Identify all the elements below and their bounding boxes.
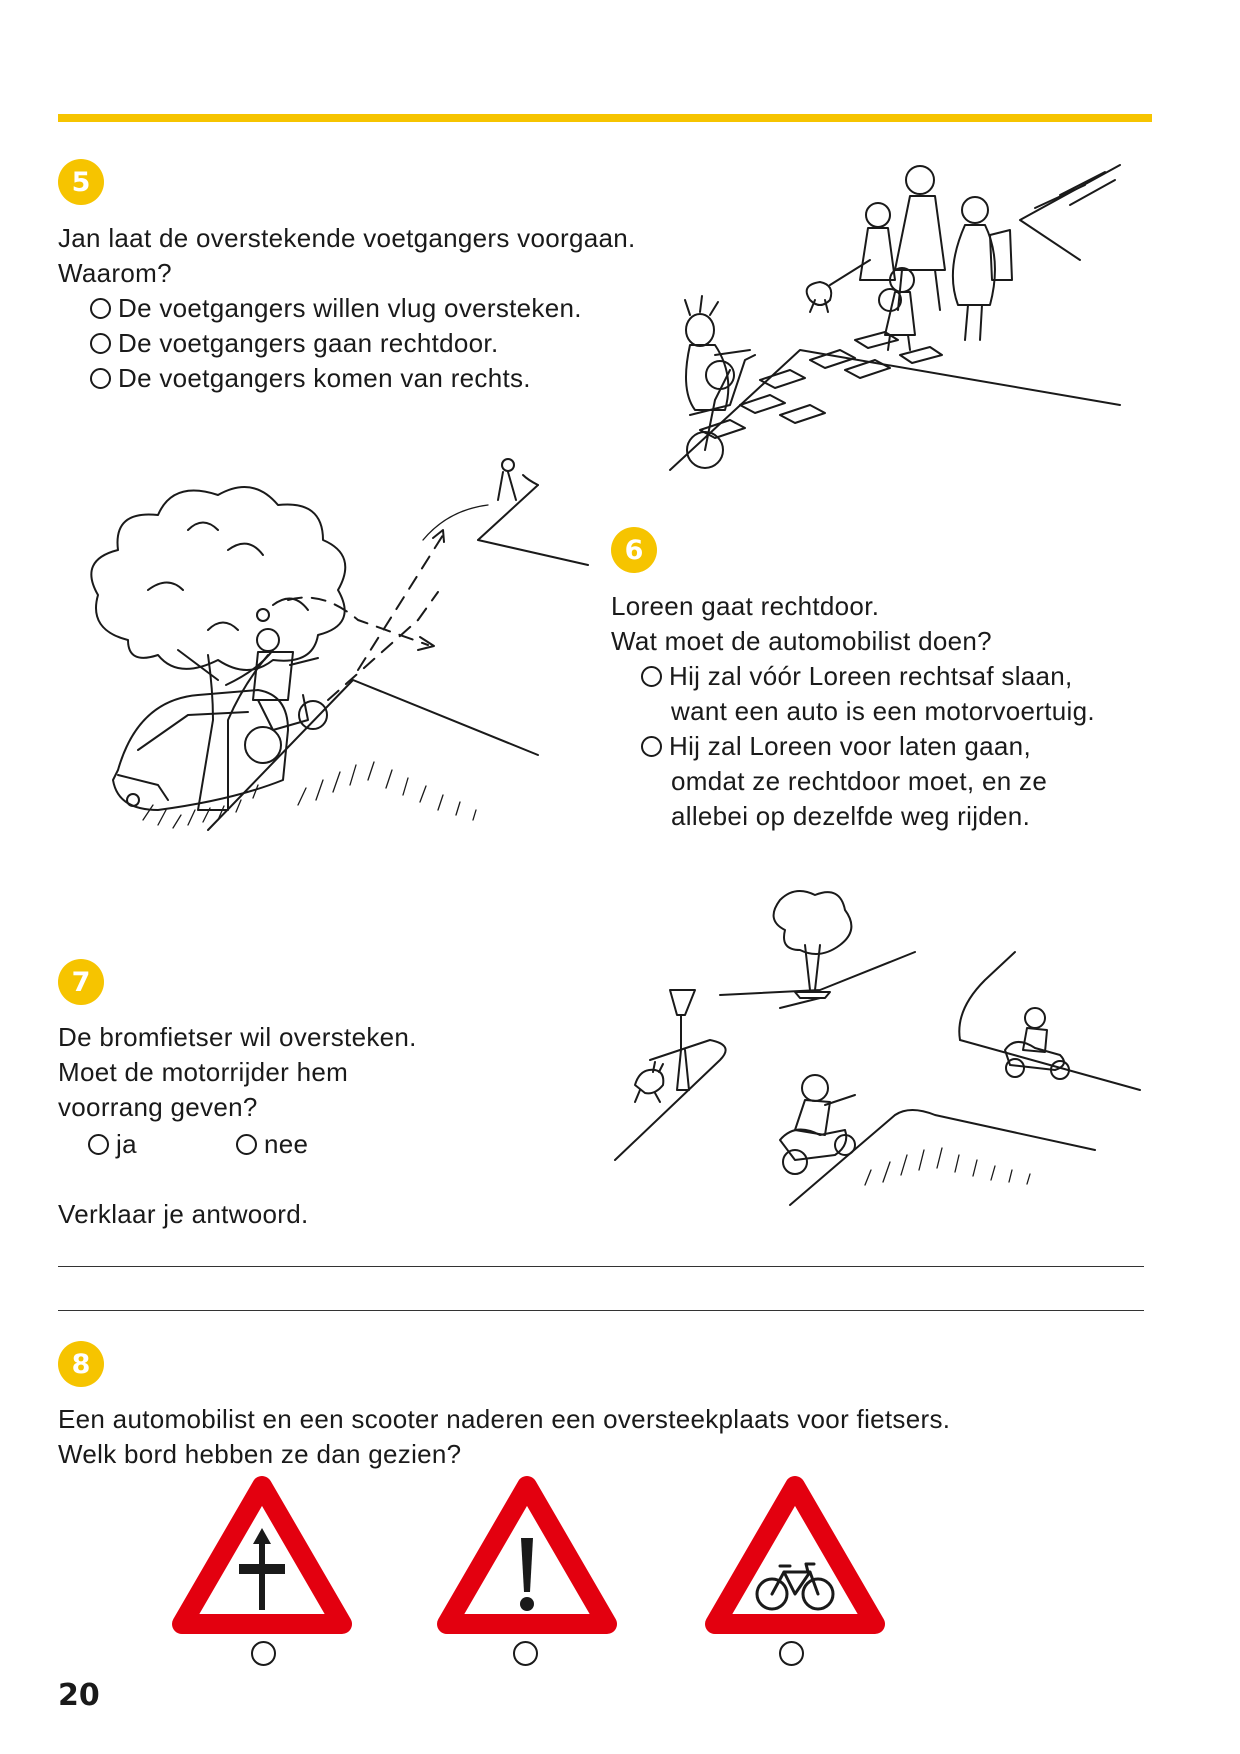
question-8-badge: 8 [58, 1341, 104, 1387]
question-5-text-line2: Waarom? [58, 258, 172, 288]
question-7-option-yes[interactable]: ja [88, 1127, 137, 1162]
radio-icon[interactable] [641, 736, 662, 757]
question-7-text-line3: voorrang geven? [58, 1092, 258, 1122]
car-turning-illustration [58, 480, 598, 910]
radio-icon[interactable] [90, 298, 111, 319]
crossroads-priority-sign-icon [177, 1480, 347, 1630]
radio-icon[interactable] [90, 333, 111, 354]
question-7-text-line1: De bromfietser wil oversteken. [58, 1022, 417, 1052]
question-6-badge: 6 [611, 527, 657, 573]
top-accent-bar [58, 114, 1152, 122]
question-5-option-2[interactable]: De voetgangers gaan rechtdoor. [90, 326, 498, 361]
cyclists-crossing-sign-icon [710, 1480, 880, 1630]
question-5-option-3[interactable]: De voetgangers komen van rechts. [90, 361, 531, 396]
question-8-text-line1: Een automobilist en een scooter naderen een oversteekplaats voor fietsers. [58, 1404, 951, 1434]
answer-line-2[interactable] [58, 1310, 1144, 1311]
question-7-option-no[interactable]: nee [236, 1127, 308, 1162]
sign-2-radio-icon[interactable] [513, 1641, 538, 1666]
question-7-text-line2: Moet de motorrijder hem [58, 1057, 349, 1087]
question-6-option-2[interactable]: Hij zal Loreen voor laten gaan, [641, 729, 1031, 764]
question-6-option-1-line2: want een auto is een motorvoertuig. [671, 696, 1095, 726]
question-8-text-line2: Welk bord hebben ze dan gezien? [58, 1439, 462, 1469]
question-6-option-2-line3: allebei op dezelfde weg rijden. [671, 801, 1031, 831]
sign-3-radio-icon[interactable] [779, 1641, 804, 1666]
question-6-text-line2: Wat moet de automobilist doen? [611, 626, 992, 656]
answer-line-1[interactable] [58, 1266, 1144, 1267]
radio-icon[interactable] [236, 1134, 257, 1155]
question-5-option-1[interactable]: De voetgangers willen vlug oversteken. [90, 291, 582, 326]
question-6-option-1[interactable]: Hij zal vóór Loreen rechtsaf slaan, [641, 659, 1073, 694]
radio-icon[interactable] [641, 666, 662, 687]
question-5-badge: 5 [58, 159, 104, 205]
question-7-explain-prompt: Verklaar je antwoord. [58, 1199, 309, 1229]
question-6-text-line1: Loreen gaat rechtdoor. [611, 591, 880, 621]
radio-icon[interactable] [88, 1134, 109, 1155]
sign-1-radio-icon[interactable] [251, 1641, 276, 1666]
intersection-illustration [615, 890, 1150, 1230]
pedestrian-crossing-illustration [640, 160, 1160, 470]
question-6-option-2-line2: omdat ze rechtdoor moet, en ze [671, 766, 1048, 796]
question-7-badge: 7 [58, 959, 104, 1005]
question-5-text-line1: Jan laat de overstekende voetgangers voorgaan. [58, 223, 636, 253]
radio-icon[interactable] [90, 368, 111, 389]
page-number: 20 [58, 1678, 100, 1713]
general-danger-sign-icon [442, 1480, 612, 1630]
